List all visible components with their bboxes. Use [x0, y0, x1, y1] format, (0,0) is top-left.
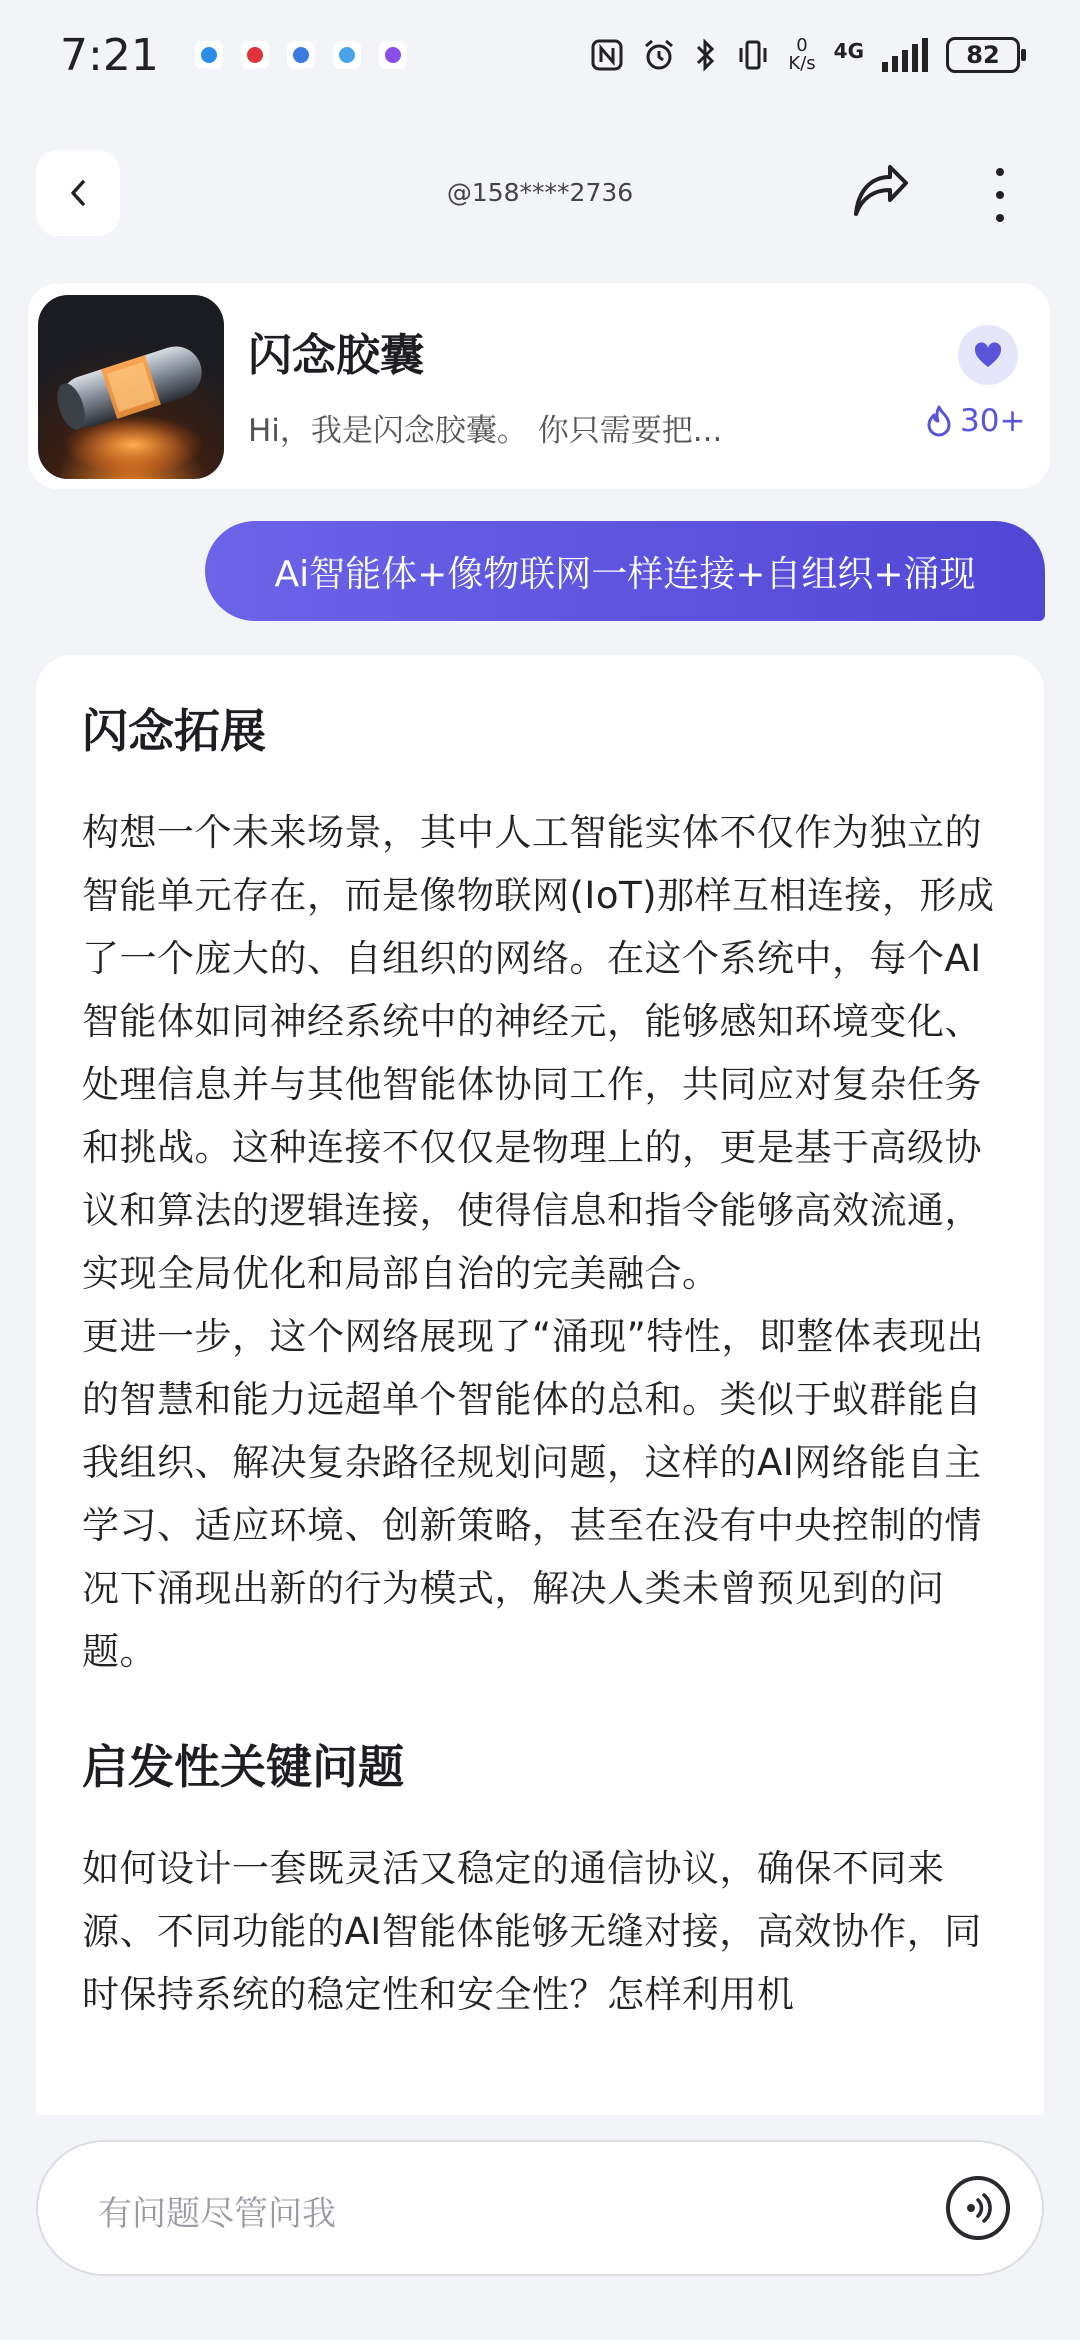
more-options-button[interactable] [985, 162, 1015, 228]
battery-icon [946, 37, 1020, 73]
user-message-text: Ai智能体+像物联网一样连接+自组织+涌现 [274, 553, 976, 595]
agent-name: 闪念胶囊 [248, 330, 424, 381]
status-right [590, 37, 1020, 73]
answer-paragraph: 更进一步，这个网络展现了“涌现”特性，即整体表现出的智慧和能力远超单个智能体的总和。类似于蚁群能自我组织、解决复杂路径规划问题，这样的AI网络能自主学习、适应环境、创新策略，甚至在没有中央控制的情况下涌现出新的行为模式，解决人类未曾预见到的问题。 [82, 1315, 984, 1673]
popularity-count [924, 403, 1025, 439]
notification-app-icon [195, 41, 223, 69]
agent-card[interactable] [28, 283, 1050, 489]
favorite-button[interactable] [958, 325, 1018, 385]
dot-icon [996, 214, 1004, 222]
notification-icons [195, 41, 407, 69]
heart-icon [973, 341, 1003, 369]
answer-paragraph: 构想一个未来场景，其中人工智能实体不仅作为独立的智能单元存在，而是像物联网(IoT)那样互相连接，形成了一个庞大的、自组织的网络。在这个系统中，每个AI智能体如同神经系统中的神经元，能够感知环境变化、处理信息并与其他智能体协同工作，共同应对复杂任务和挑战。这种连接不仅仅是物理上的，更是基于高级协议和算法的逻辑连接，使得信息和指令能够高效流通，实现全局优化和局部自治的完美融合。 [82, 811, 995, 1295]
status-left [60, 30, 407, 81]
voice-icon [958, 2188, 998, 2228]
dot-icon [996, 191, 1004, 199]
network-type: 4G [833, 39, 864, 63]
flame-icon [924, 404, 954, 438]
network-speed [788, 37, 815, 73]
bluetooth-icon [694, 37, 718, 73]
message-input[interactable]: 有问题尽管问我 [98, 2194, 336, 2234]
signal-icon [882, 38, 928, 72]
page-title: @158****2736 [446, 178, 634, 207]
network-speed-unit: K/s [788, 53, 816, 74]
dot-icon [996, 168, 1004, 176]
network-speed-value: 0 [796, 35, 808, 56]
section-title: 启发性关键问题 [82, 1740, 404, 1794]
user-message-bubble [205, 521, 1045, 621]
answer-card [36, 655, 1044, 2115]
message-input-bar[interactable] [36, 2140, 1044, 2276]
notification-app-icon [287, 41, 315, 69]
status-bar [0, 0, 1080, 110]
vibrate-icon [736, 38, 770, 72]
nfc-icon [590, 38, 624, 72]
popularity-value: 30+ [960, 403, 1026, 439]
voice-input-button[interactable] [946, 2176, 1010, 2240]
agent-description: Hi，我是闪念胶囊。 你只需要把... [248, 413, 723, 449]
top-bar [0, 150, 1080, 238]
capsule-image [38, 295, 224, 479]
section-title: 闪念拓展 [82, 704, 266, 758]
share-button[interactable] [848, 162, 914, 228]
agent-avatar [38, 295, 224, 479]
notification-app-icon [333, 41, 361, 69]
share-icon [848, 162, 914, 228]
status-time: 7:21 [60, 29, 159, 81]
notification-app-icon [379, 41, 407, 69]
notification-app-icon [241, 41, 269, 69]
battery-level: 82 [966, 41, 1000, 69]
answer-paragraph: 如何设计一套既灵活又稳定的通信协议，确保不同来源、不同功能的AI智能体能够无缝对接，高效协作，同时保持系统的稳定性和安全性？怎样利用机 [82, 1847, 982, 2016]
alarm-icon [642, 38, 676, 72]
